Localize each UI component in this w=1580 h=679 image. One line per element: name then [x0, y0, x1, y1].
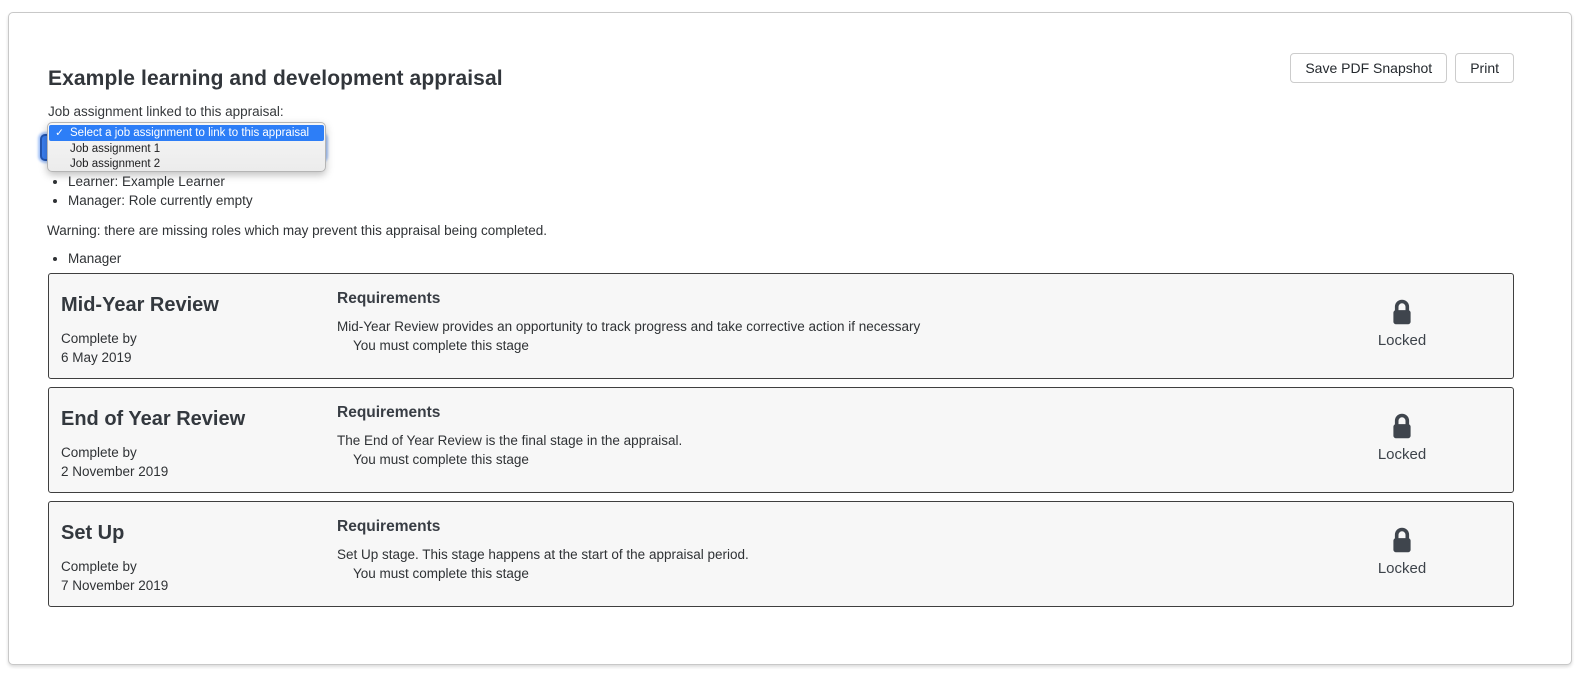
complete-by-date: 7 November 2019 — [61, 577, 169, 593]
lock-icon — [1390, 524, 1414, 555]
requirements-heading: Requirements — [337, 290, 441, 307]
stage-description: Mid-Year Review provides an opportunity to track progress and take corrective action if necessary — [337, 319, 921, 334]
complete-by-date: 6 May 2019 — [61, 349, 132, 365]
checkmark-icon: ✓ — [55, 127, 64, 139]
stage-info — [49, 388, 337, 492]
dropdown-option-label: Job assignment 2 — [70, 157, 161, 170]
complete-by-label: Complete by — [61, 331, 137, 346]
stage-info — [49, 274, 337, 378]
stage-must-complete: You must complete this stage — [353, 566, 529, 581]
requirements-heading: Requirements — [337, 518, 441, 535]
stage-description: The End of Year Review is the final stage in the appraisal. — [337, 433, 683, 448]
dropdown-option-selected[interactable] — [49, 125, 324, 141]
appraisal-panel — [8, 12, 1572, 665]
missing-role-manager: • Manager — [68, 250, 121, 269]
requirements-heading: Requirements — [337, 404, 441, 421]
stage-must-complete: You must complete this stage — [353, 338, 529, 353]
stage-status: Locked — [1377, 560, 1427, 577]
save-pdf-snapshot-button[interactable]: Save PDF Snapshot — [1290, 53, 1447, 83]
job-assignment-dropdown-menu — [47, 122, 326, 172]
stage-list — [48, 273, 1514, 615]
lock-icon — [1390, 296, 1414, 327]
complete-by-label: Complete by — [61, 445, 137, 460]
stage-card-end-of-year-review — [48, 387, 1514, 493]
roles-list — [52, 173, 253, 210]
role-learner: • Learner: Example Learner — [68, 173, 253, 192]
missing-roles-list — [52, 250, 121, 269]
stage-status-area — [1291, 388, 1513, 492]
complete-by-label: Complete by — [61, 559, 137, 574]
stage-card-mid-year-review — [48, 273, 1514, 379]
dropdown-option-label: Job assignment 1 — [70, 142, 161, 155]
stage-must-complete: You must complete this stage — [353, 452, 529, 467]
stage-card-set-up — [48, 501, 1514, 607]
stage-title: Mid-Year Review — [61, 294, 219, 316]
job-assignment-label: Job assignment linked to this appraisal: — [48, 104, 284, 119]
missing-roles-warning: Warning: there are missing roles which may prevent this appraisal being completed. — [47, 223, 547, 238]
toolbar — [1290, 53, 1514, 83]
stage-title: End of Year Review — [61, 408, 246, 430]
dropdown-option-job-2[interactable] — [49, 156, 324, 171]
dropdown-option-label: Select a job assignment to link to this appraisal — [70, 127, 310, 139]
complete-by-date: 2 November 2019 — [61, 463, 169, 479]
stage-requirements — [337, 274, 1291, 378]
stage-status: Locked — [1377, 446, 1427, 463]
stage-status-area — [1291, 274, 1513, 378]
stage-status: Locked — [1377, 332, 1427, 349]
stage-info — [49, 502, 337, 606]
stage-title: Set Up — [61, 522, 125, 544]
stage-requirements — [337, 502, 1291, 606]
role-manager: • Manager: Role currently empty — [68, 192, 253, 211]
dropdown-option-job-1[interactable] — [49, 141, 324, 156]
stage-description: Set Up stage. This stage happens at the start of the appraisal period. — [337, 547, 749, 562]
lock-icon — [1390, 410, 1414, 441]
stage-status-area — [1291, 502, 1513, 606]
stage-requirements — [337, 388, 1291, 492]
print-button[interactable]: Print — [1455, 53, 1514, 83]
page-title: Example learning and development appraisal — [48, 67, 503, 90]
